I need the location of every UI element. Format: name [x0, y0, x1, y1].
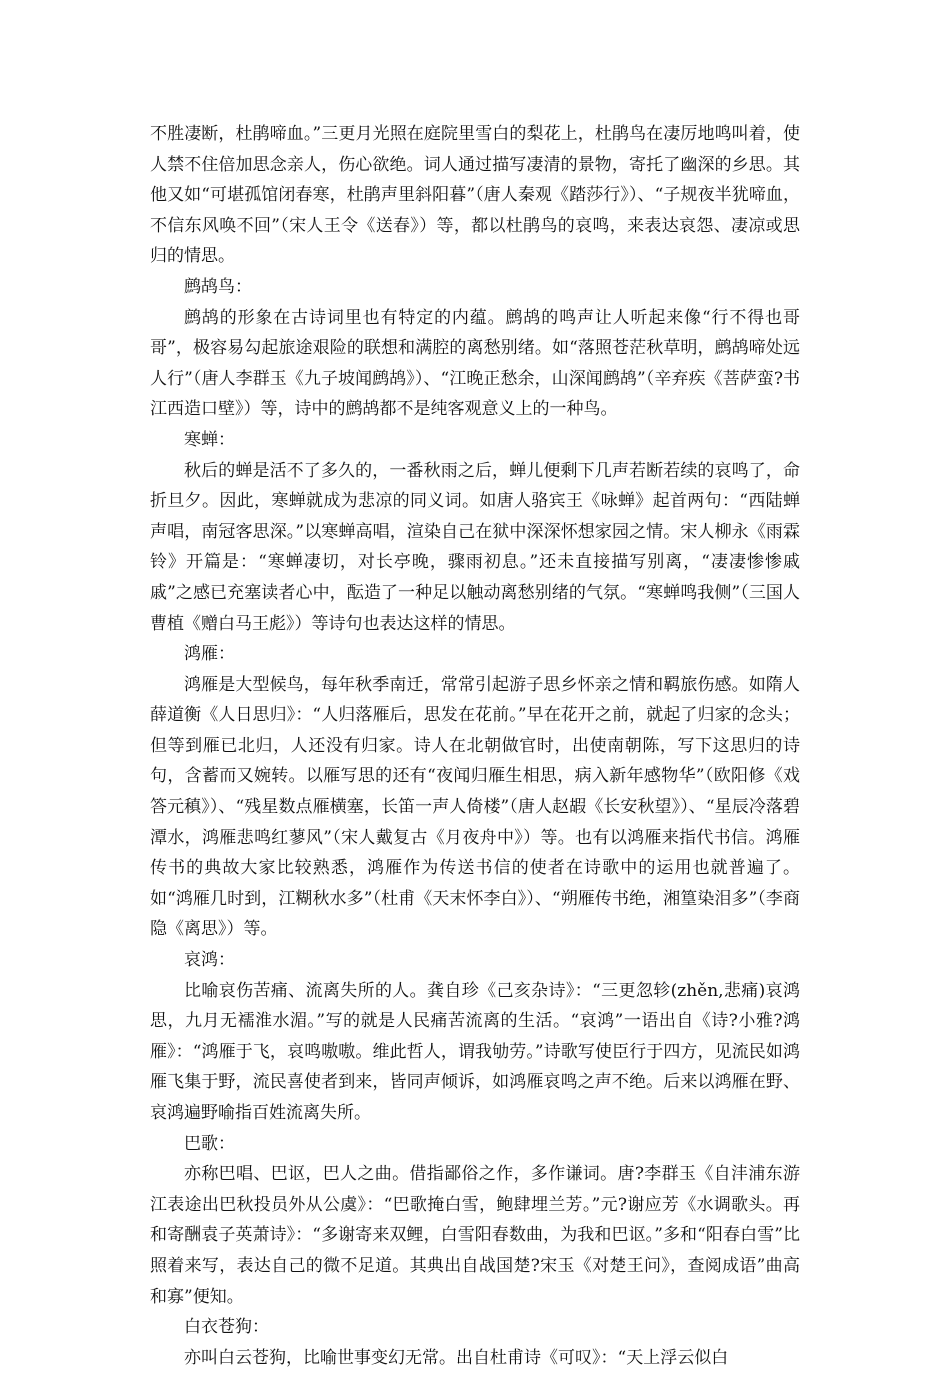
- paragraph-hongyan: 鸿雁是大型候鸟，每年秋季南迁，常常引起游子思乡怀亲之情和羁旅伤感。如隋人薛道衡《人日思归》：“人归落雁后，思发在花前。”早在花开之前，就起了归家的念头；但等到雁已北归，人还没有归家。诗人在北朝做官时，出使南朝陈，写下这思归的诗句，含蓄而又婉转。以雁写思的还有“夜闻归雁生相思，病入新年感物华”（欧阳修《戏答元稹》）、“残星数点雁横塞，长笛一声人倚楼”（唐人赵嘏《长安秋望》）、“星辰冷落碧潭水，鸿雁悲鸣红蓼风”（宋人戴复古《月夜舟中》）等。也有以鸿雁来指代书信。鸿雁传书的典故大家比较熟悉，鸿雁作为传送书信的使者在诗歌中的运用也就普遍了。如“鸿雁几时到，江糊秋水多”（杜甫《天末怀李白》）、“朔雁传书绝，湘篁染泪多”（李商隐《离思》）等。: [150, 674, 800, 940]
- paragraph-zhegu: 鹧鸪的形象在古诗词里也有特定的内蕴。鹧鸪的鸣声让人听起来像“行不得也哥哥”，极容易勾起旅途艰险的联想和满腔的离愁别绪。如“落照苍茫秋草明，鹧鸪啼处远人行”（唐人李群玉《九子坡闻鹧鸪》）、“江晚正愁余，山深闻鹧鸪”（辛弃疾《菩萨蛮?书江西造口壁》）等，诗中的鹧鸪都不是纯客观意义上的一种鸟。: [150, 307, 800, 420]
- paragraph-bage: 亦称巴唱、巴讴，巴人之曲。借指鄙俗之作，多作谦词。唐?李群玉《自沣浦东游江表途出巴秋投员外从公虞》：“巴歌掩白雪，鲍肆埋兰芳。”元?谢应芳《水调歌头。再和寄酬袁子英萧诗》：“多谢寄来双鲤，白雪阳春数曲，为我和巴讴。”多和“阳春白雪”比照着来写，表达自己的微不足道。其典出自战国楚?宋玉《对楚王问》，查阅成语”曲高和寡”便知。: [150, 1164, 800, 1307]
- heading-zhegu: 鹧鸪鸟：: [184, 276, 252, 297]
- paragraph-aihong: 比喻哀伤苦痛、流离失所的人。龚自珍《己亥杂诗》：“三更忽轸(zhěn,悲痛)哀鸿思，九月无襦淮水湄。”写的就是人民痛苦流离的生活。“哀鸿”一语出自《诗?小雅?鸿雁》：“鸿雁于飞，哀鸣嗷嗷。维此哲人，谓我劬劳。”诗歌写使臣行于四方，见流民如鸿雁飞集于野，流民喜使者到来，皆同声倾诉，如鸿雁哀鸣之声不绝。后来以鸿雁在野、哀鸿遍野喻指百姓流离失所。: [150, 980, 800, 1123]
- heading-hanchan: 寒蝉：: [184, 429, 235, 450]
- heading-hongyan: 鸿雁：: [184, 644, 235, 665]
- heading-aihong: 哀鸿：: [184, 950, 235, 971]
- document-page: [150, 119, 800, 1373]
- heading-baiyicanggou: 白衣苍狗：: [184, 1317, 269, 1338]
- heading-bage: 巴歌：: [184, 1133, 235, 1154]
- paragraph-hanchan: 秋后的蝉是活不了多久的，一番秋雨之后，蝉儿便剩下几声若断若续的哀鸣了，命折旦夕。因此，寒蝉就成为悲凉的同义词。如唐人骆宾王《咏蝉》起首两句：“西陆蝉声唱，南冠客思深。”以寒蝉高唱，渲染自己在狱中深深怀想家园之情。宋人柳永《雨霖铃》开篇是：“寒蝉凄切，对长亭晚，骤雨初息。”还未直接描写别离，“凄凄惨惨戚戚”之感已充塞读者心中，酝造了一种足以触动离愁别绪的气氛。“寒蝉鸣我侧”（三国人曹植《赠白马王彪》）等诗句也表达这样的情思。: [150, 460, 800, 634]
- paragraph-baiyicanggou: 亦叫白云苍狗，比喻世事变幻无常。出自杜甫诗《可叹》：“天上浮云似白: [184, 1347, 729, 1368]
- paragraph-dujuan-continued: 不胜凄断，杜鹃啼血。”三更月光照在庭院里雪白的梨花上，杜鹃鸟在凄厉地鸣叫着，使人禁不住倍加思念亲人，伤心欲绝。词人通过描写凄清的景物，寄托了幽深的乡思。其他又如“可堪孤馆闭春寒，杜鹃声里斜阳暮”（唐人秦观《踏莎行》）、“子规夜半犹啼血，不信东风唤不回”（宋人王令《送春》）等，都以杜鹃鸟的哀鸣，来表达哀怨、凄凉或思归的情思。: [150, 124, 800, 267]
